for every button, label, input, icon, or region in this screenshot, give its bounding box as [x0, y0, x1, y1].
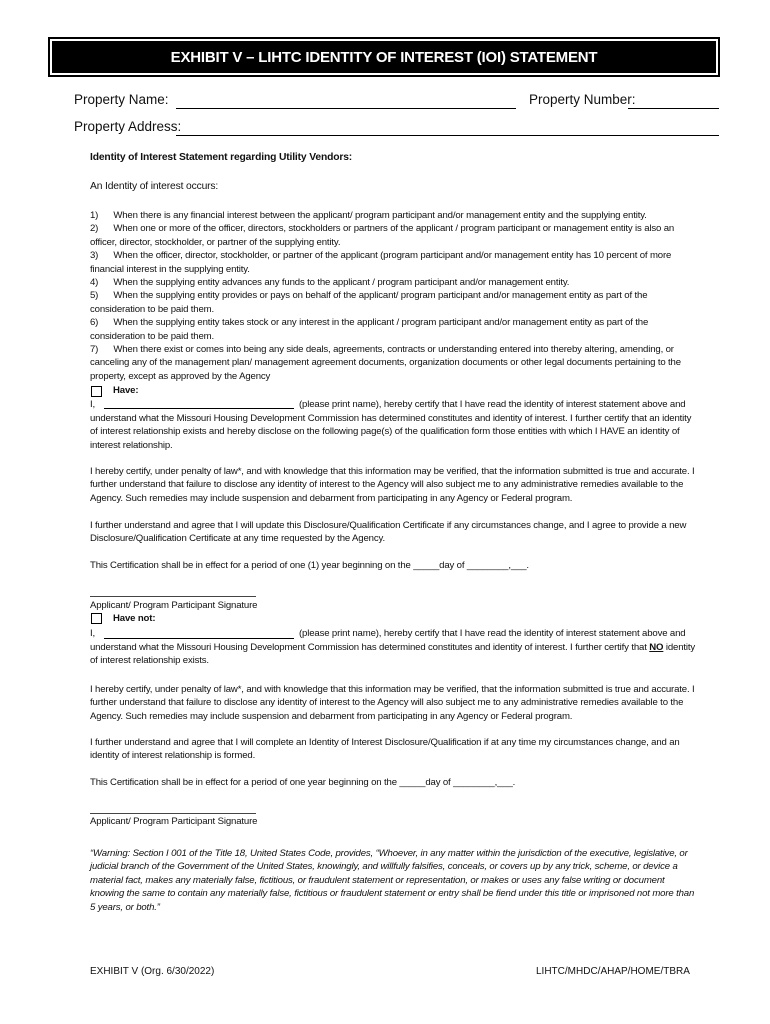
have-signature-label: Applicant/ Program Participant Signature [90, 600, 258, 611]
have-not-penalty-line: I hereby certify, under penalty of law*, and with knowledge that this information may be verified, that the information submitted is true and accurate. I [90, 684, 695, 695]
have-signature-field[interactable] [90, 596, 256, 597]
item-number: 6) [90, 317, 99, 329]
item-text: When the supplying entity takes stock or any interest in the applicant / program participant and/or management entity as part of the [113, 317, 649, 329]
item-text: When there exist or comes into being any side deals, agreements, contracts or understanding entered into thereby altering, amending, or [113, 344, 674, 356]
list-item [90, 316, 710, 329]
have-not-certify-text: identity [665, 642, 696, 653]
list-item [90, 343, 710, 356]
property-name-field[interactable] [176, 108, 516, 109]
have-i: I, [90, 399, 96, 410]
list-item [90, 249, 710, 262]
item-text: When there is any financial interest between the applicant/ program participant and/or management entity and the supplying entity. [113, 210, 647, 221]
have-label: Have: [113, 385, 139, 396]
warning-line: 5 years, or both.” [90, 901, 160, 913]
property-address-field[interactable] [176, 135, 719, 136]
item-number: 3) [90, 250, 99, 262]
warning-line: judicial branch of the Government of the United States, knowingly, and willfully falsifies, conceals, or covers up by any trick, scheme, or device a [90, 861, 678, 873]
have-not-signature-field[interactable] [90, 813, 256, 814]
have-not-certify-line [90, 641, 715, 654]
have-certify-line: interest relationship. [90, 439, 173, 451]
footer-left: EXHIBIT V (Org. 6/30/2022) [90, 966, 215, 977]
have-not-label: Have not: [113, 613, 156, 624]
have-penalty-line: Agency. Such remedies may include suspension and debarment from participating in any Agency or Federal program. [90, 492, 573, 504]
have-update-line: I further understand and agree that I will update this Disclosure/Qualification Certificate if any circumstances change, and I agree to provide a new [90, 520, 687, 531]
property-number-field[interactable] [628, 108, 719, 109]
have-not-signature-label: Applicant/ Program Participant Signature [90, 816, 258, 827]
item-number: 2) [90, 223, 99, 235]
have-checkbox[interactable] [91, 386, 102, 397]
section-heading: Identity of Interest Statement regarding Utility Vendors: [90, 152, 353, 163]
have-not-certify-text: understand what the Missouri Housing Development Commission has determined constitutes and identity of interest. I further certify that [90, 642, 647, 653]
list-item [90, 222, 710, 235]
have-not-penalty-line: Agency. Such remedies may include suspension and debarment from participating in any Agency or Federal program. [90, 710, 573, 722]
item-continuation: canceling any of the management plan/ management agreement documents, organization documents or other legal documents pertaining to the [90, 357, 681, 369]
warning-line: material fact, makes any materially false, fictitious, or fraudulent statement or representation, or makes or uses any false writing or document [90, 874, 665, 886]
have-not-update-line: I further understand and agree that I will complete an Identity of Interest Disclosure/Qualification if at any time my circumstances change, and an [90, 737, 680, 748]
item-continuation: officer, director, stockholder, or partner of the supplying entity. [90, 236, 341, 248]
no-emphasis: NO [649, 642, 664, 653]
title-banner-fill [52, 41, 716, 73]
have-certify-line: understand what the Missouri Housing Development Commission has determined constitutes and identity of interest. I further certify that an identity [90, 413, 692, 424]
have-certify-line: of interest relationship exists and hereby disclose on the following page(s) of the qualification form those entities with which I HAVE an identity of [90, 426, 680, 438]
item-number: 5) [90, 290, 99, 302]
document-title: EXHIBIT V – LIHTC IDENTITY OF INTEREST (IOI) STATEMENT [170, 48, 598, 66]
property-name-label: Property Name: [74, 92, 169, 107]
item-continuation: consideration to be paid them. [90, 303, 215, 315]
have-not-penalty-line: further understand that failure to disclose any identity of interest to the Agency will also subject me to any administrative remedies available to the [90, 697, 684, 709]
have-effect-text: This Certification shall be in effect for a period of one (1) year beginning on the _____day of ________,___. [90, 560, 529, 571]
legal-warning [90, 847, 715, 914]
item-text: When one or more of the officer, directors, stockholders or partners of the applicant / program participant or management entity is also an [113, 223, 675, 235]
have-print-name-field[interactable] [104, 408, 294, 409]
have-not-effect-text: This Certification shall be in effect for a period of one year beginning on the _____day of ________,___. [90, 777, 516, 788]
have-not-print-name-text: (please print name), hereby certify that I have read the identity of interest statement above and [299, 628, 686, 639]
have-not-certify-block [90, 641, 715, 668]
list-item [90, 276, 710, 289]
property-address-label: Property Address: [74, 119, 182, 134]
have-penalty-block [90, 465, 715, 505]
have-update-block [90, 519, 715, 546]
item-continuation: financial interest in the supplying entity. [90, 263, 250, 275]
warning-line: “Warning: Section I 001 of the Title 18, United States Code, provides, “Whoever, in any matter within the jurisdiction of the executive, legislative, or [90, 848, 688, 859]
property-number-label: Property Number: [529, 92, 636, 107]
have-penalty-line: I hereby certify, under penalty of law*, and with knowledge that this information may be verified, that the information submitted is true and accurate. I [90, 466, 695, 477]
have-update-line: Disclosure/Qualification Certificate at any time requested by the Agency. [90, 533, 385, 545]
list-item [90, 289, 710, 302]
list-item [90, 209, 710, 222]
have-not-i: I, [90, 628, 96, 639]
have-not-checkbox[interactable] [91, 613, 102, 624]
item-continuation: property, except as approved by the Agency [90, 370, 271, 382]
have-not-update-block [90, 736, 715, 763]
have-not-certify-line: of interest relationship exists. [90, 655, 209, 667]
criteria-list [90, 209, 710, 383]
have-not-penalty-block [90, 683, 715, 723]
warning-line: knowing the same to contain any materially false, fictitious or fraudulent statement or entry shall be fiend under this title or imprisoned not more than [90, 888, 695, 900]
item-text: When the supplying entity provides or pays on behalf of the applicant/ program participant and/or management entity as part of the [113, 290, 648, 302]
have-not-print-name-field[interactable] [104, 638, 294, 639]
footer-right: LIHTC/MHDC/AHAP/HOME/TBRA [536, 966, 690, 977]
item-number: 4) [90, 277, 99, 289]
item-text: When the officer, director, stockholder, or partner of the applicant (program participant and/or management entity has 10 percent of more [113, 250, 672, 262]
have-certify-block [90, 412, 715, 452]
item-continuation: consideration to be paid them. [90, 330, 215, 342]
have-print-name-text: (please print name), hereby certify that I have read the identity of interest statement above and [299, 399, 686, 410]
occurs-text: An Identity of interest occurs: [90, 181, 219, 192]
item-number: 7) [90, 344, 99, 356]
item-text: When the supplying entity advances any funds to the applicant / program participant and/or management entity. [113, 277, 570, 289]
have-penalty-line: further understand that failure to disclose any identity of interest to the Agency will also subject me to any administrative remedies available to the [90, 479, 684, 491]
have-not-update-line: identity of interest relationship is formed. [90, 750, 256, 762]
item-number: 1) [90, 210, 99, 221]
title-banner [48, 37, 720, 77]
